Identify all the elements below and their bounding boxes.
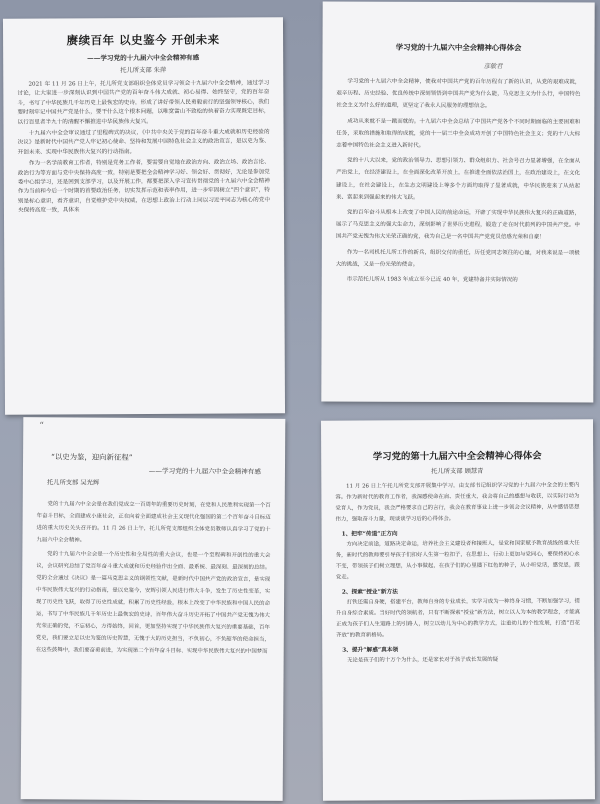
sheet-paragraph: 党的百年奋斗从根本上改变了中国人民的前途命运，开辟了实现中华民族伟大复兴的正确道路，展示了马克思主义的强大生命力，深刻影响了世界历史进程，锻造了走在时代前列的中国共产党。中国共产党无愧为伟大光荣正确的党，我为自己是一名中国共产党党员倍感光荣和自豪！ xyxy=(335,209,580,241)
sheet-title: 学习党的第十九届六中全会精神心得体会 xyxy=(372,450,542,463)
section-paragraph: 打铁还需自身硬，搭建平台，教师自身的专业成长，实学习成为一种终身习惯，不断加强学习，提升自身综合素质。当好时代的领航者，只有不断探索“授业”新方法，树立以人为本的教学理念，才能真正成为孩子们人生道路上的引路人，树立以幼儿为中心的教学方式，注重幼儿的个性发展，打造“百花齐放”的教育新格局。 xyxy=(336,598,581,639)
paper-sheet-bottom-left xyxy=(21,417,286,801)
sheet-byline: 托儿所支部 顾慧青 xyxy=(431,467,484,476)
paper-sheet-top-right xyxy=(321,2,594,403)
sheet-paragraph: 2021 年 11 月 26 日上午，托儿所党支部组织全体党员学习领会十九届六中全会精神，通过学习讨论，让大家进一步深刻认识到中国共产党的百年奋斗伟大成就、初心易得、始终坚守，党的百年奋斗，书写了中华民族几千年历史上最恢宏的史诗，形成了讲好带领人民勇毅前行的坚强领导核心，我们要时刻牢记中国共产党是什么，要干什么这个根本问题，以唯宽雷山不致松的执着奋力实现既定目标，以行百里者半九十的清醒不懈推进中华民族伟大复兴。 xyxy=(17,80,270,126)
section-paragraph: 方向决定前途，道路决定命运，培养社会主义建设者和接班人，是党和国家赋予教育战线的重大任务，新时代的教师要引导孩子们扣好人生第一粒扣子，在思想上、行动上更加与党同心，要保持初心永不变，带领孩子们树立理想，从小事做起，在孩子们的心里播下红色的种子，从小听党话，感党恩，跟党走。 xyxy=(335,540,580,581)
section-paragraph: 无论是孩子们的十万个为什么，还是家长对于孩子成长发展的疑 xyxy=(347,656,499,664)
sheet-byline: 托儿所支部 吴光辉 xyxy=(46,479,100,487)
sheet-paragraph: 学习党的十九届六中全会精神，使我对中国共产党的百年历程有了新的认识，从党的艰难成就，艰辛历程、历史经验、优良传统中深刻领悟到中国共产党为什么能，马克思主义为什么行，中国特色社会主义为什么好的道理，更坚定了我永人民服务的理想信念。 xyxy=(336,78,581,110)
sheet-byline: 托儿所支部 朱萍 xyxy=(120,66,167,75)
quote-mark: “ xyxy=(39,421,44,432)
section-heading: 3、提升“解惑”真本领 xyxy=(342,647,399,654)
sheet-subtitle: ——学习党的十九届六中全会精神有感 xyxy=(148,466,261,476)
section-heading: 2、探索“授业”新方法 xyxy=(341,589,398,596)
section-heading: 1、把牢“传道”正方向 xyxy=(341,531,398,538)
sheet-paragraph: 成功从来就不是一蹴而就的。十九届六中全会总结了中国共产党各个不同时期面临的主要困难和任务，采取的措施和取得的成就，党的十一届三中全会成功开创了中国特色社会主义；党的十八大标志着中国特色社会主义进入新时代。 xyxy=(336,118,581,149)
sheet-paragraph: 党的十九届六中全会是在我们党成立一百周年的重要历史时刻，在党和人民胜利实现第一个百年奋斗目标，全面建成小康社会，正在向着全面建成社会主义现代化强国的第二个百年奋斗目标迈进的重大历史关头召开的。11 月 26 日上午，托儿所党支部组织全体党员教师认真学习了党的十九届六中全会精神。 xyxy=(36,501,271,544)
sheet-paragraph: 市示范托儿所从 1983 年成立至今已近 40 年，党建特备并实际情况的 xyxy=(346,276,518,284)
sheet-paragraph: 十九届六中全会审议通过了里程碑式的决议，《中共中央关于党的百年奋斗重大成就和历史经验的决议》是新时代中国共产党人牢记初心使命、坚持和发展中国特色社会主义的政治宣言，是以史为鉴、开创未来、实现中华民族伟大复兴的行动指南。 xyxy=(17,129,270,156)
sheet-paragraph: 11 月 26 日上午托儿所党支部开展集中学习，由支部书记组织学习党的十九届六中全会的主要内容。作为新时代的教育工作者，我深感使命在肩、责任重大，我会将自己的感想与收获，以实际行动为党育人，作为党员，我会严格要求自己的言行，我会在教育事业上进一步领会会议精神，从中感悟思想伟力，强取奋斗力量，现谈谈学习后的心得体会。 xyxy=(335,482,580,523)
sheet-byline: 彦敏君 xyxy=(483,63,503,71)
sheet-paragraph: 党的十八大以来，党的政治领导力、思想引领力、群众组织力、社会号召力显著增强，在全面从严治党上，在经济建设上，在全面深化改革开放上，在推进全面依法治国上，在政治建设上，在文化建设上，在社会建设上，在生态文明建设上等多个方面均取得了显著成就，中华民族迎来了从站起来、富起来到强起来的伟大飞跃。 xyxy=(336,157,581,201)
sheet-title: 学习党的十九届六中全会精神心得体会 xyxy=(395,42,522,53)
sheet-paragraph: 作为一名学前教育工作者，特别是党务工作者，要需要自觉地在政治方向、政治立场、政治言论、政治行为等方面与党中央保持高度一致，特别是要把全会精神学习好、领会好、贯彻好，无论是参加党委中心组学习，还是回到支部学习，以及开展工作，都要把深入学习宣传贯彻党的十九届六中全会精神作为当前和今后一个时期的首要政治任务，切实发挥示范和表率作用，进一步牢固树立“四个意识”，特别是标心意识，看齐意识，自觉维护党中央权威，在思想上政治上行动上同以习近平同志为核心的党中央保持高度一致，具体来 xyxy=(17,159,270,214)
sheet-paragraph: 党的十九届六中全会是一个历史性和全局性的重大会议，也是一个至程碑和开创性的重大会议，会议研究总结了党百年奋斗重大成就和历史经验作出全面、最系统、最深刻、最深刻的总结。党的全会通过《决议》是一篇马克思主义的纲领性文献，是新时代中国共产党的政治宣言，是实现中华民族伟大复兴的行动指南，是以史鉴今，安辉引领人民进行伟大斗争，发生了历史性变革，实现了历史性飞跃，取得了历史性成就，积累了历史性经验，根本上改变了中华民族和中国人民的命运，书写了中华民族几千年历史上最恢宏的史诗，百年伟大奋斗历史开拓了中国共产党无愧为伟大光荣正确的党，不忘初心，方得始终，回首，更加坚持实现了中华民族伟大复兴的重要基础，百年党史，我们要立足以史为鉴的历史智慧，无愧于大的历史担当，不负初心，不负韶华的使命担当，在这些鼓舞中，我们要奋勇前进，为实现第二个百年奋斗目标、实现中华民族伟大复兴的中国梦而 xyxy=(35,551,271,655)
sheet-title: “以史为鉴，迎向新征程” xyxy=(51,452,133,462)
sheet-subtitle: ——学习党的十九届六中全会精神有感 xyxy=(87,53,200,63)
paper-sheet-top-left xyxy=(3,17,285,414)
sheet-paragraph: 作为一名司机托儿所工作的新兵，组织交付的重任，历任党同志领往的心量，对我来说是一项极大的挑战，又是一份光荣的使命。 xyxy=(335,249,580,268)
paper-sheet-bottom-right xyxy=(321,419,595,800)
sheet-title: 赓续百年 以史鉴今 开创未来 xyxy=(66,32,220,48)
